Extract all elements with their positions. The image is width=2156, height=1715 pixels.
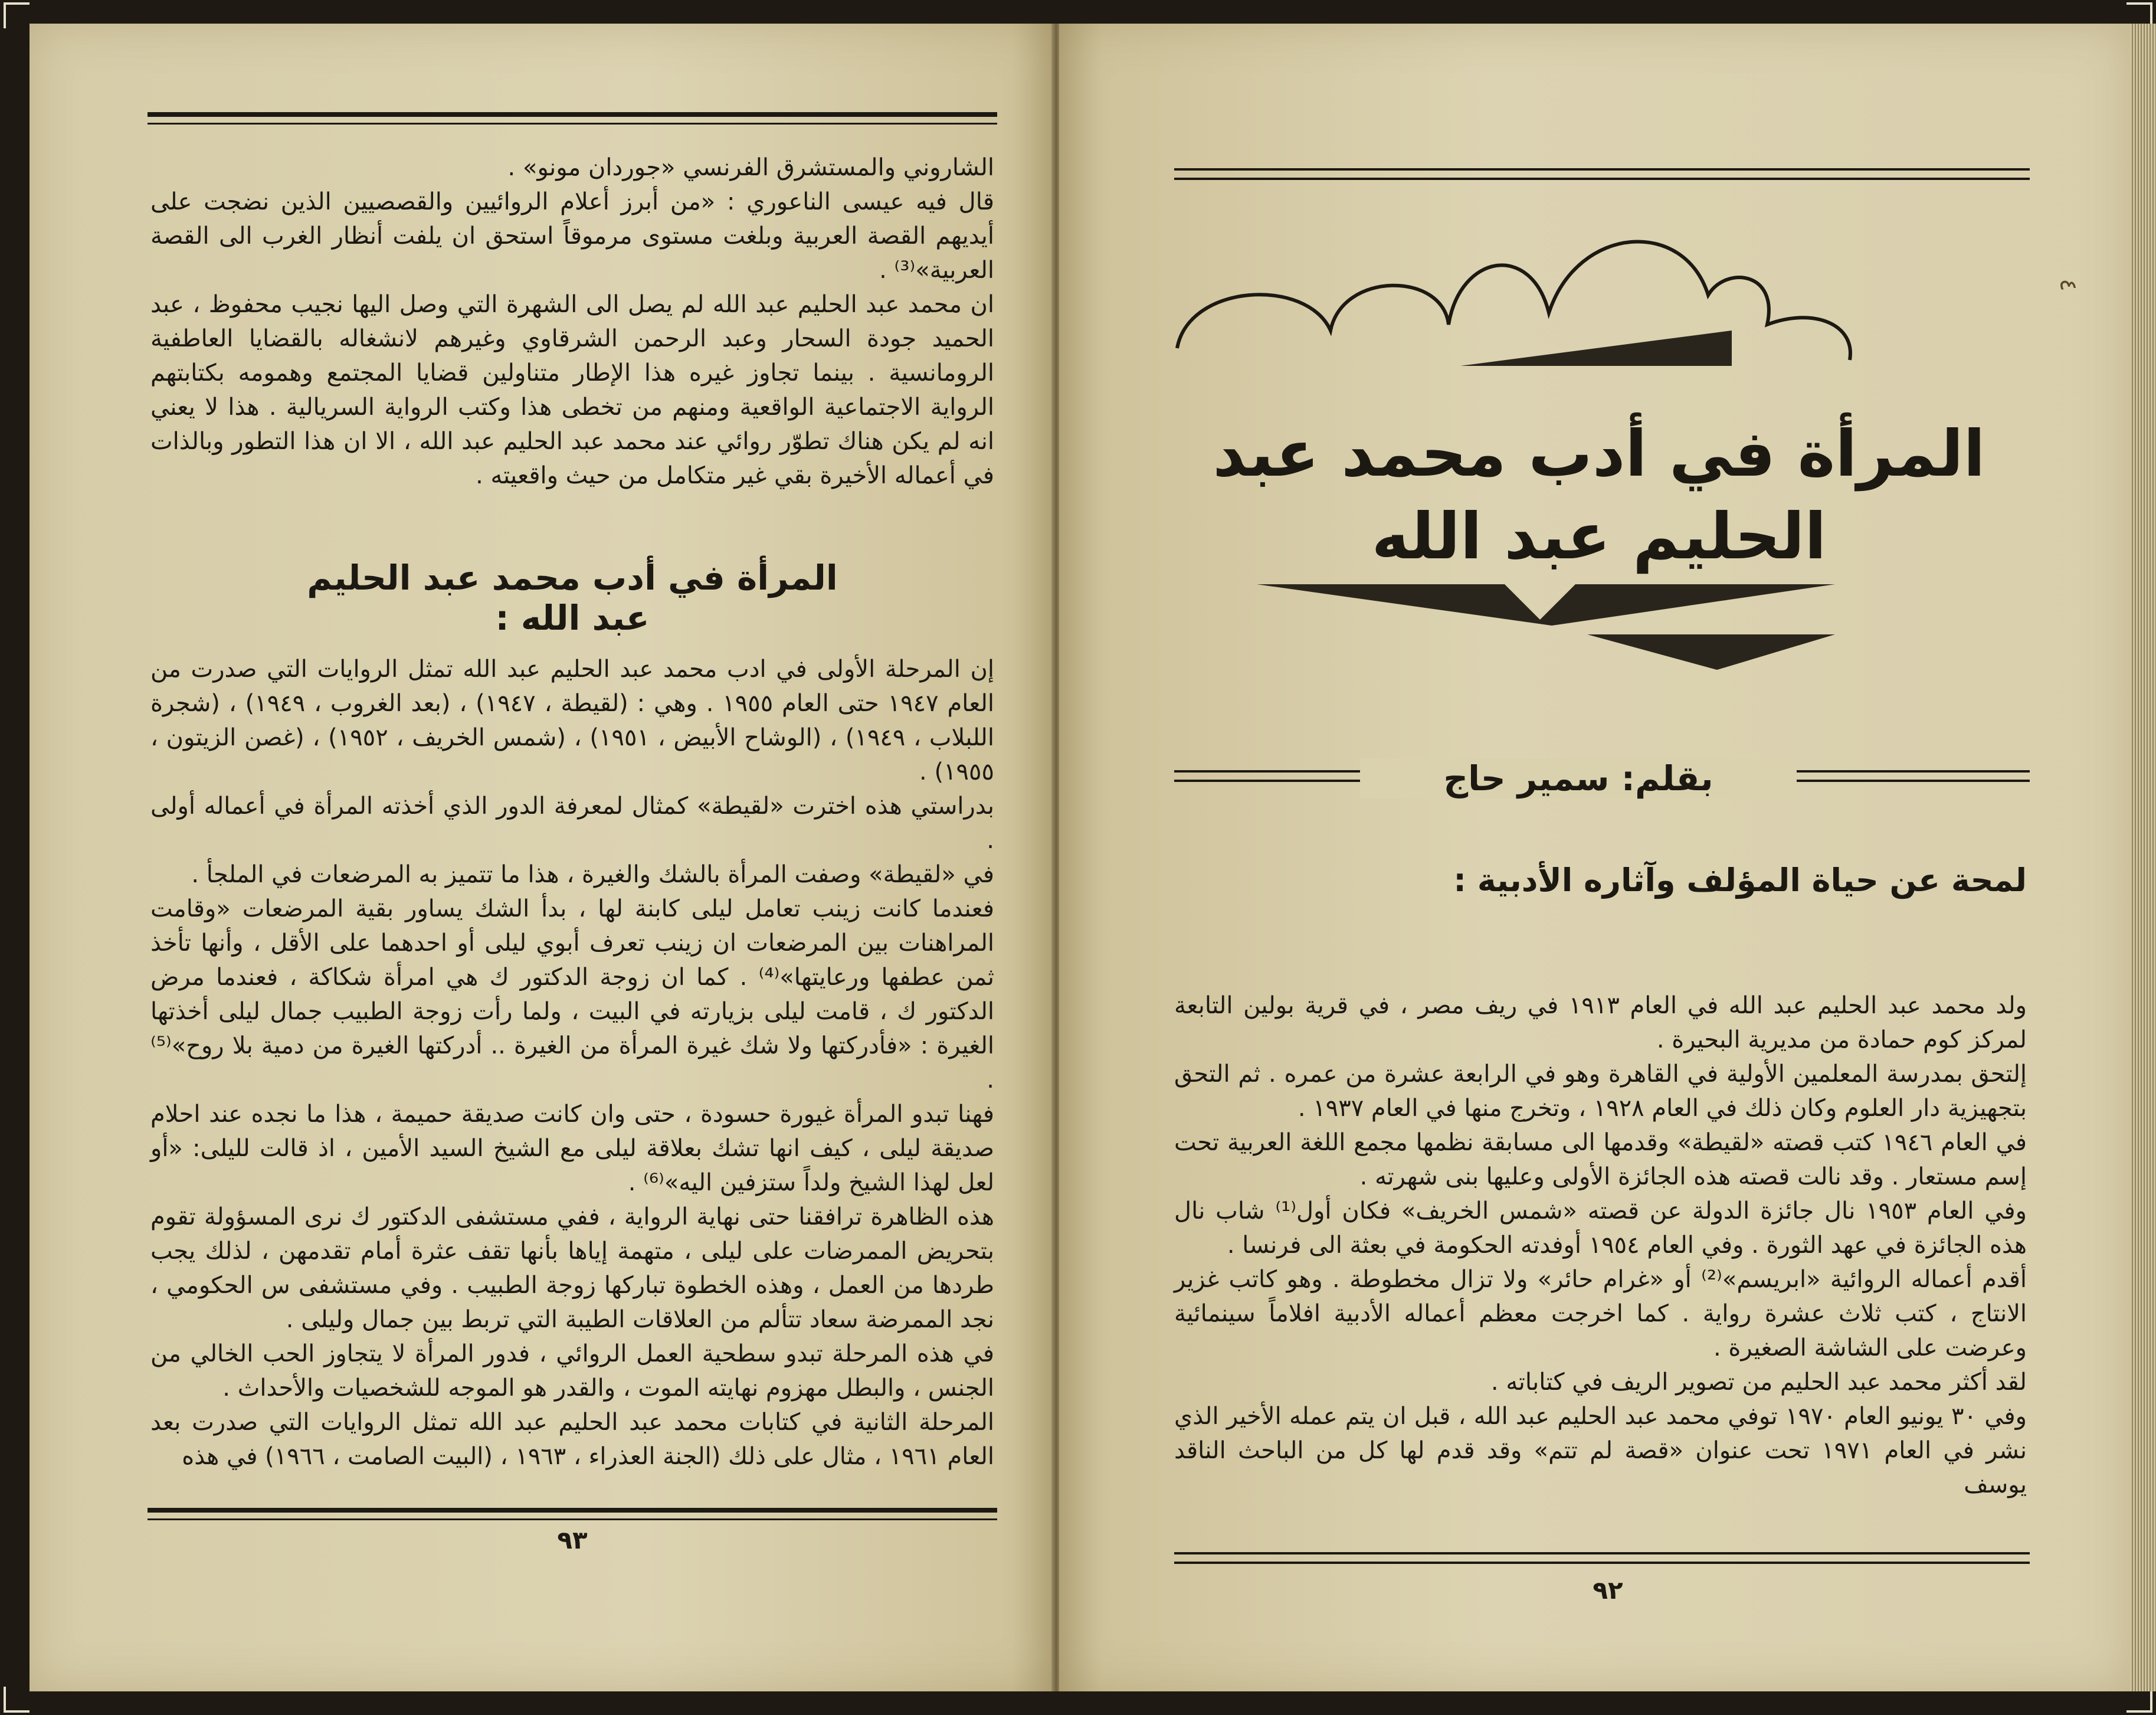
page-edges — [2130, 24, 2156, 1691]
arrow-ornament-icon — [1257, 575, 1835, 688]
top-rule — [1174, 168, 2030, 180]
crop-mark-bottom-left — [4, 1687, 30, 1713]
paragraph: إن المرحلة الأولى في ادب محمد عبد الحليم عبد الله تمثل الروايات التي صدرت من العام ١٩٤٧ حتى العام ١٩٥٥ . وهي : (لقيطة ، ١٩٤٧) ، (بعد الغروب ، ١٩٤٩) ، (شجرة اللبلاب ، ١٩٤٩) ، (الوشاح الأبيض ، ١٩٥١) ، (شمس الخريف ، ١٩٥٢) ، (غصن الزيتون ، ١٩٥٥) . — [150, 656, 995, 786]
top-rule — [148, 112, 997, 125]
crop-mark-top-left — [4, 2, 30, 28]
paragraph: ان محمد عبد الحليم عبد الله لم يصل الى الشهرة التي وصل اليها نجيب محفوظ ، عبد الحميد جودة السحار وعبد الرحمن الشرقاوي وغيرهم لانشغاله بالقضايا العاطفية الرومانسية . بينما تجاوز غيره هذا الإطار متناولين قضايا المجتمع وهمومه بكتابتهم الرواية الاجتماعية الواقعية ومنهم من تخطى هذا وكتب الرواية السريالية . هذا لا يعني انه لم يكن هناك تطوّر روائي عند محمد عبد الحليم عبد الله ، الا ان هذا التطور وبالذات في أعماله الأخيرة بقي غير متكامل من حيث واقعيته . — [150, 291, 994, 489]
right-page — [1059, 24, 2130, 1691]
bottom-rule — [148, 1508, 997, 1520]
paragraph: فهنا تبدو المرأة غيورة حسودة ، حتى وان كانت صديقة حميمة ، هذا ما نجده عند احلام صديقة ليلى ، كيف انها تشك بعلاقة ليلى مع الشيخ السيد الأمين ، اذ قالت لليلى: «أو لعل لهذا الشيخ ولداً ستزفين اليه»⁽⁶⁾ . — [150, 1101, 994, 1196]
paragraph: ولد محمد عبد الحليم عبد الله في العام ١٩١٣ في ريف مصر ، في قرية بولين التابعة لمركز كوم حمادة من مديرية البحيرة . — [1174, 992, 2027, 1053]
paragraph: بدراستي هذه اخترت «لقيطة» كمثال لمعرفة الدور الذي أخذته المرأة في أعماله أولى . — [150, 793, 994, 854]
paragraph: إلتحق بمدرسة المعلمين الأولية في القاهرة وهو في الرابعة عشرة من عمره . ثم التحق بتجهيزية دار العلوم وكان ذلك في العام ١٩٢٨ ، وتخرج منها في العام ١٩٣٧ . — [1174, 1061, 2027, 1122]
paragraph: هذه الظاهرة ترافقنا حتى نهاية الرواية ، ففي مستشفى الدكتور ك نرى المسؤولة تقوم بتحريض الممرضات على ليلى ، متهمة إياها بأنها تقف عثرة أمام تقدمهن ، لذلك يجب طردها من العمل ، وهذه الخطوة تباركها زوجة الطبيب . وفي مستشفى س الحكومي ، نجد الممرضة سعاد تتألم من العلاقات الطيبة التي تربط بين جمال وليلى . — [150, 1203, 994, 1333]
paragraph: الشاروني والمستشرق الفرنسي «جوردان مونو» . — [507, 154, 994, 181]
paragraph: في «لقيطة» وصفت المرأة بالشك والغيرة ، هذا ما تتميز به المرضعات في الملجأ . — [191, 861, 994, 888]
paragraph: وفي العام ١٩٥٣ نال جائزة الدولة عن قصته «شمس الخريف» فكان أول⁽¹⁾ شاب نال هذه الجائزة في عهد الثورة . وفي العام ١٩٥٤ أوفدته الحكومة في بعثة الى فرنسا . — [1174, 1197, 2027, 1259]
page-number: ٩٣ — [557, 1526, 588, 1554]
author-byline: بقلم: سمير حاج — [1360, 758, 1797, 798]
paragraph: المرحلة الثانية في كتابات محمد عبد الحليم عبد الله تمثل الروايات التي صدرت بعد العام ١٩٦١ ، مثال على ذلك (الجنة العذراء ، ١٩٦٣ ، (البيت الصامت ، ١٩٦٦) في هذه — [150, 1409, 994, 1470]
left-intro-text — [150, 150, 994, 493]
paragraph: فعندما كانت زينب تعامل ليلى كابنة لها ، بدأ الشك يساور بقية المرضعات «وقامت المراهنات بين المرضعات ان زينب تعرف أبوي ليلى أو احدهما على الأقل ، وأنها تأخذ ثمن عطفها ورعايتها»⁽⁴⁾ . كما ان زوجة الدكتور ك هي امرأة شكاكة ، فعندما مرض الدكتور ك ، قامت ليلى بزيارته في البيت ، ولما رأت زوجة الطبيب جمال ليلى أخذتها الغيرة : «فأدركتها ولا شك غيرة المرأة من الغيرة .. أدركتها الغيرة من دمية بلا روح»⁽⁵⁾ . — [150, 895, 994, 1094]
margin-mark: ٤ — [2055, 279, 2082, 292]
paragraph: في العام ١٩٤٦ كتب قصته «لقيطة» وقدمها الى مسابقة نظمها مجمع اللغة العربية تحت إسم مستعار . وقد نالت قصته هذه الجائزة الأولى وعليها بنى شهرته . — [1174, 1129, 2027, 1190]
left-body-text — [150, 652, 994, 1474]
paragraph: في هذه المرحلة تبدو سطحية العمل الروائي ، فدور المرأة لا يتجاوز الحب الخالي من الجنس ، والبطل مهزوم نهايته الموت ، والقدر هو الموجه للشخصيات والأحداث . — [150, 1340, 994, 1402]
paragraph: قال فيه عيسى الناعوري : «من أبرز أعلام الروائيين والقصصيين الذين نضجت على أيديهم القصة العربية وبلغت مستوى مرموقاً استحق ان يلفت أنظار الغرب الى القصة العربية»⁽³⁾ . — [150, 188, 994, 284]
section-heading: لمحة عن حياة المؤلف وآثاره الأدبية : — [1453, 862, 2027, 899]
article-title: المرأة في أدب محمد عبد الحليم عبد الله — [1213, 417, 1985, 574]
left-page — [30, 24, 1053, 1691]
cloud-ornament-icon — [1165, 207, 1909, 395]
paragraph: وفي ٣٠ يونيو العام ١٩٧٠ توفي محمد عبد الحليم عبد الله ، قبل ان يتم عمله الأخير الذي نشر في العام ١٩٧١ تحت عنوان «قصة لم تتم» وقد قدم لها كل من الباحث الناقد يوسف — [1174, 1403, 2027, 1498]
section-heading: المرأة في أدب محمد عبد الحليم عبد الله : — [307, 558, 838, 638]
right-body-text — [1174, 989, 2027, 1502]
paragraph: أقدم أعماله الروائية «ابريسم»⁽²⁾ أو «غرام حائر» ولا تزال مخطوطة . وهو كاتب غزير الانتاج ، كتب ثلاث عشرة رواية . كما اخرجت معظم أعماله الأدبية افلاماً سينمائية وعرضت على الشاشة الصغيرة . — [1174, 1266, 2027, 1361]
bottom-rule — [1174, 1552, 2030, 1564]
page-number: ٩٢ — [1593, 1576, 1623, 1605]
paragraph: لقد أكثر محمد عبد الحليم من تصوير الريف في كتاباته . — [1490, 1369, 2027, 1396]
